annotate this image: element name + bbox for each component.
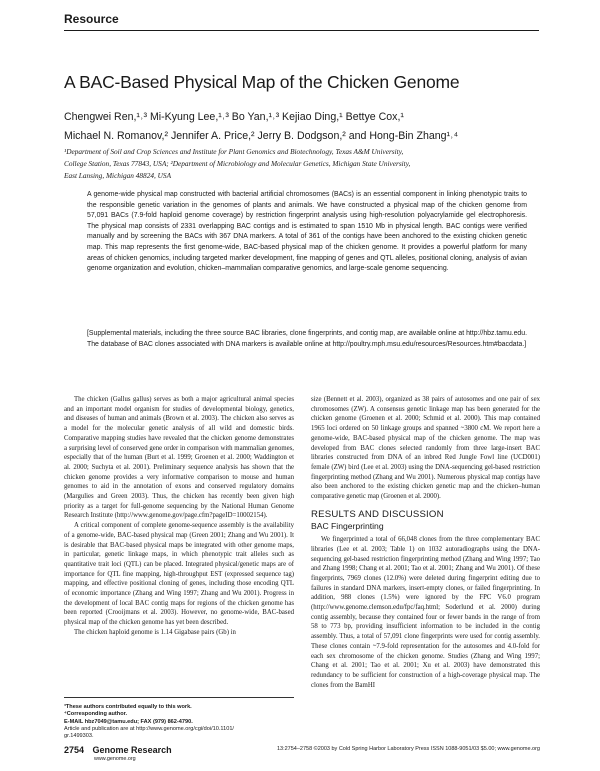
affiliations — [64, 146, 544, 182]
body-paragraph: We fingerprinted a total of 66,048 clones from the three complementary BAC libraries (Lee et al. 2003; Table 1) on 1032 autoradiographs using the DNA-sequencing gel-based restriction fingerprinting method (Zhang and Wing 1997; Tao and Zhang 1998; Chang et al. 2001; Tao et al. 2001; Zhang and Wu 2001). Of these fingerprints, 7969 clones (12.0%) were deleted during fingerprint editing due to failures in standard DNA markers, insert-empty clones, or failed fingerprinting. In addition, 988 clones (1.5%) were ignored by the FPC V6.0 program (http://www.genome.clemson.edu/fpc/faq.html; Soderlund et al. 2000) during contig assembly, because they contained four or fewer bands in the range of from 58 to 773 bp, providing insufficient information to be included in the contig assembly. Thus, a total of 57,091 clone fingerprints were used for contig assembly. These clones contain ~7.9-fold representation for the autosomes and 4.0-fold for each sex chromosome of the chicken genome. Studies (Zhang and Wing 1997; Chang et al. 2001; Tao et al. 2001; Xu et al. 2003) have demonstrated this redundancy to be sufficient for construction of a high-coverage physical map. The clones from the BamHI — [311, 536, 540, 689]
footnote-article-doi: gr.1499303. — [64, 733, 94, 740]
footnote-equal-contribution: ³These authors contributed equally to this work. — [64, 704, 192, 710]
section-heading: RESULTS AND DISCUSSION — [311, 508, 444, 520]
left-column — [64, 395, 294, 638]
footnote-article: Article and publication are at http://www.genome.org/cgi/doi/10.1101/ — [64, 725, 234, 732]
journal-name: Genome Research — [92, 745, 172, 755]
author-line: Michael N. Romanov,² Jennifer A. Price,² Jerry B. Dodgson,² and Hong-Bin Zhang¹˒⁴ — [64, 130, 459, 142]
right-column — [311, 395, 540, 690]
footnotes — [64, 697, 294, 740]
author-line: Chengwei Ren,¹˒³ Mi-Kyung Lee,¹˒³ Bo Yan,¹˒³ Kejiao Ding,¹ Bettye Cox,¹ — [64, 111, 404, 123]
page-footer — [64, 745, 172, 755]
body-paragraph: The chicken haploid genome is 1.14 Gigabase pairs (Gb) in — [74, 628, 236, 636]
header-rule — [64, 30, 539, 31]
journal-url: www.genome.org — [94, 756, 136, 762]
body-paragraph: The chicken (Gallus gallus) serves as both a major agricultural animal species and an important model organism for studies of developmental biology, genetics, and diseases of human and animals (Brown et al. 2003). The chicken also serves as a model for the molecular genetic analysis of all wild and domestic birds. Comparative mapping studies have revealed that the chicken genome demonstrates a surprising level of conserved gene order in comparison with mammalian genomes, especially that of the human (Burt et al. 1999; Groenen et al. 2000; Waddington et al. 2000; Suchyta et al. 2001). Preliminary sequence analysis has shown that the chicken genome provides a very informative comparison to mouse and human genomes to aid in the annotation of exons and conserved regulatory domains (Margulies and Green 2003). Thus, the chicken has recently been given high priority as a target for full-genome sequencing by the National Human Genome Research Institute (http://www.genome.gov/page.cfm?pageID=10002154). — [64, 396, 294, 520]
affiliation-line: College Station, Texas 77843, USA; ²Department of Microbiology and Molecular Genetics, Michigan State University, — [64, 159, 411, 168]
abstract: A genome-wide physical map constructed with bacterial artificial chromosomes (BACs) is an essential component in linking phenotypic traits to the responsible genetic variation in the genomes of plants and animals. We have constructed a physical map of the chicken genome from 57,091 BACs (7.9-fold haploid genome coverage) by restriction fingerprint analysis using high-resolution polyacrylamide gel electrophoresis. The physical map consists of 2331 overlapping BAC contigs and is estimated to span 1510 Mb in physical length. BAC contigs were verified manually and by screening the BACs with 367 DNA markers. A total of 361 of the contigs have been anchored to the existing chicken genetic map. This map represents the first genome-wide, BAC-based physical map of the chicken genome. It provides a powerful platform for many areas of chicken genomics, including targeted marker development, fine mapping of genes and QTL alleles, positional cloning, analysis of avian genome organization and evolution, chicken–mammalian comparative genomics, and large-scale genome sequencing. — [87, 191, 527, 273]
subsection-heading: BAC Fingerprinting — [311, 521, 384, 532]
page-number: 2754 — [64, 745, 85, 755]
footnote-corresponding: ⁴Corresponding author. — [64, 711, 128, 718]
author-list — [64, 108, 544, 146]
affiliation-line: ¹Department of Soil and Crop Sciences and Institute for Plant Genomics and Biotechnology, Texas A&M University, — [64, 147, 404, 156]
supplemental-note: [Supplemental materials, including the three source BAC libraries, clone fingerprints, and contig map, are available online at http://hbz.tamu.edu. The database of BAC clones associated with DNA markers is available online at http://poultry.mph.msu.edu/resources/Resources.htm#bacdata.] — [87, 330, 527, 348]
citation-line: 13:2754–2758 ©2003 by Cold Spring Harbor Laboratory Press ISSN 1088-9051/03 $5.00; www.genome.org — [276, 746, 540, 752]
body-paragraph: A critical component of complete genome-sequence assembly is the availability of a genome-wide, BAC-based physical map (Green 2001; Zhang and Wu 2001). It is desirable that BAC-based physical maps be integrated with other genome maps, in particular, genetic linkage maps, in which phenotypic trait alleles such as quantitative trait loci (QTL) can be placed. Integrated physical/genetic maps are of importance for QTL fine mapping, high-throughput EST (expressed sequence tag) mapping, and effective positional cloning of genes, including those encoding QTL of economic importance (Zhang and Wing 1997; Zhang and Wu 2001). Progress in the development of local BAC contig maps for regions of the chicken genome has been reported (Crooijmans et al. 2003). However, no genome-wide, BAC-based physical map of the chicken genome has yet been described. — [64, 522, 294, 627]
affiliation-line: East Lansing, Michigan 48824, USA — [64, 171, 172, 180]
section-label: Resource — [64, 12, 119, 26]
body-paragraph: size (Bennett et al. 2003), organized as 38 pairs of autosomes and one pair of sex chromosomes (ZW). A consensus genetic linkage map has been generated for the chicken genome (Groenen et al. 2000; Schmid et al. 2000). This map contained 1965 loci ordered on 50 linkage groups and spanned ~3800 cM. We report here a genome-wide, BAC-based physical map of the chicken genome. The map was developed from BAC clones selected randomly from three large-insert BAC libraries constructed from DNA of an inbred Red Jungle Fowl line (UCD001) female (ZW) bird (Lee et al. 2003) using the DNA-sequencing gel-based restriction fingerprinting method (Zhang and Wu 2001). Numerous physical map contigs have also been anchored to the existing chicken genetic map and the chicken–human comparative genetic map (Groenen et al. 2000). — [311, 396, 540, 501]
footnote-email: E-MAIL hbz7049@tamu.edu; FAX (979) 862-4790. — [64, 718, 193, 725]
paper-title: A BAC-Based Physical Map of the Chicken Genome — [64, 72, 460, 92]
